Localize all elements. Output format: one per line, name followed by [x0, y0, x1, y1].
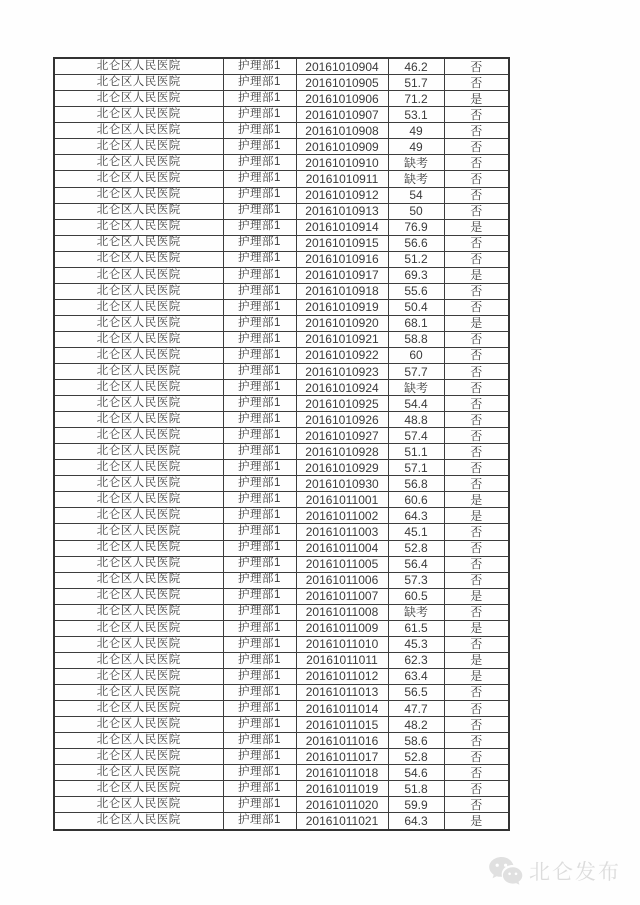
cell-score: 51.1 — [388, 444, 444, 460]
cell-exam-id: 20161010909 — [296, 139, 388, 155]
cell-qualified: 否 — [444, 412, 509, 428]
cell-department: 护理部1 — [223, 572, 296, 588]
cell-exam-id: 20161011019 — [296, 781, 388, 797]
cell-qualified: 否 — [444, 107, 509, 123]
cell-exam-id: 20161011018 — [296, 765, 388, 781]
cell-department: 护理部1 — [223, 765, 296, 781]
cell-exam-id: 20161010915 — [296, 235, 388, 251]
cell-score: 62.3 — [388, 652, 444, 668]
cell-department: 护理部1 — [223, 492, 296, 508]
table-row — [54, 235, 509, 251]
cell-hospital: 北仑区人民医院 — [54, 492, 223, 508]
cell-exam-id: 20161010910 — [296, 155, 388, 171]
table-row — [54, 540, 509, 556]
table-row — [54, 171, 509, 187]
cell-qualified: 否 — [444, 187, 509, 203]
table-row — [54, 765, 509, 781]
cell-department: 护理部1 — [223, 267, 296, 283]
cell-exam-id: 20161010924 — [296, 380, 388, 396]
cell-hospital: 北仑区人民医院 — [54, 604, 223, 620]
cell-hospital: 北仑区人民医院 — [54, 508, 223, 524]
cell-qualified: 否 — [444, 139, 509, 155]
cell-score: 56.8 — [388, 476, 444, 492]
cell-qualified: 否 — [444, 460, 509, 476]
cell-exam-id: 20161011010 — [296, 636, 388, 652]
cell-qualified: 否 — [444, 797, 509, 813]
cell-qualified: 是 — [444, 91, 509, 107]
cell-qualified: 否 — [444, 171, 509, 187]
table-row — [54, 717, 509, 733]
cell-hospital: 北仑区人民医院 — [54, 331, 223, 347]
table-row — [54, 733, 509, 749]
cell-qualified: 否 — [444, 540, 509, 556]
cell-score: 56.5 — [388, 684, 444, 700]
cell-score: 60.6 — [388, 492, 444, 508]
cell-exam-id: 20161011017 — [296, 749, 388, 765]
cell-exam-id: 20161010913 — [296, 203, 388, 219]
cell-hospital: 北仑区人民医院 — [54, 364, 223, 380]
table-row — [54, 283, 509, 299]
cell-exam-id: 20161010912 — [296, 187, 388, 203]
cell-exam-id: 20161010918 — [296, 283, 388, 299]
cell-hospital: 北仑区人民医院 — [54, 813, 223, 830]
table-row — [54, 668, 509, 684]
cell-exam-id: 20161011014 — [296, 701, 388, 717]
table-row — [54, 524, 509, 540]
wechat-icon — [488, 856, 524, 886]
cell-qualified: 否 — [444, 235, 509, 251]
cell-department: 护理部1 — [223, 75, 296, 91]
table-row — [54, 444, 509, 460]
cell-hospital: 北仑区人民医院 — [54, 315, 223, 331]
cell-score: 57.3 — [388, 572, 444, 588]
cell-hospital: 北仑区人民医院 — [54, 283, 223, 299]
cell-score: 51.2 — [388, 251, 444, 267]
cell-department: 护理部1 — [223, 299, 296, 315]
cell-department: 护理部1 — [223, 444, 296, 460]
cell-qualified: 否 — [444, 749, 509, 765]
cell-department: 护理部1 — [223, 460, 296, 476]
cell-score: 55.6 — [388, 283, 444, 299]
cell-department: 护理部1 — [223, 636, 296, 652]
cell-qualified: 否 — [444, 155, 509, 171]
cell-qualified: 否 — [444, 444, 509, 460]
table-row — [54, 396, 509, 412]
cell-hospital: 北仑区人民医院 — [54, 267, 223, 283]
cell-hospital: 北仑区人民医院 — [54, 524, 223, 540]
cell-hospital: 北仑区人民医院 — [54, 396, 223, 412]
table-row — [54, 91, 509, 107]
cell-score: 47.7 — [388, 701, 444, 717]
table-row — [54, 331, 509, 347]
cell-score: 45.3 — [388, 636, 444, 652]
cell-hospital: 北仑区人民医院 — [54, 476, 223, 492]
table-row — [54, 347, 509, 363]
watermark — [488, 856, 621, 886]
cell-qualified: 否 — [444, 396, 509, 412]
cell-department: 护理部1 — [223, 219, 296, 235]
cell-score: 71.2 — [388, 91, 444, 107]
cell-score: 54.4 — [388, 396, 444, 412]
cell-exam-id: 20161010923 — [296, 364, 388, 380]
cell-exam-id: 20161010919 — [296, 299, 388, 315]
cell-qualified: 否 — [444, 283, 509, 299]
cell-exam-id: 20161011021 — [296, 813, 388, 830]
cell-score: 64.3 — [388, 508, 444, 524]
cell-qualified: 否 — [444, 572, 509, 588]
cell-qualified: 否 — [444, 428, 509, 444]
cell-hospital: 北仑区人民医院 — [54, 620, 223, 636]
cell-hospital: 北仑区人民医院 — [54, 235, 223, 251]
cell-department: 护理部1 — [223, 668, 296, 684]
cell-qualified: 是 — [444, 267, 509, 283]
cell-exam-id: 20161010926 — [296, 412, 388, 428]
cell-hospital: 北仑区人民医院 — [54, 765, 223, 781]
cell-department: 护理部1 — [223, 540, 296, 556]
cell-hospital: 北仑区人民医院 — [54, 749, 223, 765]
table-row — [54, 588, 509, 604]
table-row — [54, 187, 509, 203]
table-row — [54, 299, 509, 315]
cell-exam-id: 20161010914 — [296, 219, 388, 235]
cell-score: 缺考 — [388, 380, 444, 396]
cell-department: 护理部1 — [223, 155, 296, 171]
cell-score: 50 — [388, 203, 444, 219]
cell-department: 护理部1 — [223, 620, 296, 636]
cell-qualified: 否 — [444, 251, 509, 267]
cell-qualified: 否 — [444, 765, 509, 781]
cell-hospital: 北仑区人民医院 — [54, 107, 223, 123]
cell-department: 护理部1 — [223, 749, 296, 765]
cell-hospital: 北仑区人民医院 — [54, 187, 223, 203]
cell-score: 缺考 — [388, 155, 444, 171]
cell-hospital: 北仑区人民医院 — [54, 251, 223, 267]
cell-exam-id: 20161011015 — [296, 717, 388, 733]
cell-qualified: 是 — [444, 652, 509, 668]
table-row — [54, 636, 509, 652]
cell-hospital: 北仑区人民医院 — [54, 556, 223, 572]
cell-hospital: 北仑区人民医院 — [54, 717, 223, 733]
cell-score: 58.6 — [388, 733, 444, 749]
cell-exam-id: 20161011011 — [296, 652, 388, 668]
cell-department: 护理部1 — [223, 588, 296, 604]
cell-department: 护理部1 — [223, 781, 296, 797]
cell-score: 缺考 — [388, 604, 444, 620]
table-row — [54, 412, 509, 428]
cell-score: 48.2 — [388, 717, 444, 733]
cell-department: 护理部1 — [223, 251, 296, 267]
cell-score: 61.5 — [388, 620, 444, 636]
cell-hospital: 北仑区人民医院 — [54, 58, 223, 75]
cell-qualified: 否 — [444, 717, 509, 733]
table-row — [54, 604, 509, 620]
cell-qualified: 是 — [444, 219, 509, 235]
table-row — [54, 364, 509, 380]
cell-qualified: 是 — [444, 315, 509, 331]
cell-department: 护理部1 — [223, 315, 296, 331]
table-row — [54, 58, 509, 75]
cell-department: 护理部1 — [223, 701, 296, 717]
cell-department: 护理部1 — [223, 123, 296, 139]
cell-exam-id: 20161011008 — [296, 604, 388, 620]
cell-score: 56.6 — [388, 235, 444, 251]
cell-qualified: 否 — [444, 364, 509, 380]
table-row — [54, 123, 509, 139]
cell-department: 护理部1 — [223, 107, 296, 123]
cell-qualified: 否 — [444, 636, 509, 652]
cell-score: 57.1 — [388, 460, 444, 476]
cell-exam-id: 20161010907 — [296, 107, 388, 123]
cell-department: 护理部1 — [223, 604, 296, 620]
cell-department: 护理部1 — [223, 91, 296, 107]
cell-hospital: 北仑区人民医院 — [54, 701, 223, 717]
cell-department: 护理部1 — [223, 412, 296, 428]
cell-exam-id: 20161010916 — [296, 251, 388, 267]
cell-exam-id: 20161010908 — [296, 123, 388, 139]
table-row — [54, 492, 509, 508]
cell-hospital: 北仑区人民医院 — [54, 91, 223, 107]
cell-hospital: 北仑区人民医院 — [54, 797, 223, 813]
cell-hospital: 北仑区人民医院 — [54, 540, 223, 556]
cell-hospital: 北仑区人民医院 — [54, 684, 223, 700]
cell-exam-id: 20161011009 — [296, 620, 388, 636]
table-row — [54, 556, 509, 572]
cell-qualified: 是 — [444, 620, 509, 636]
cell-department: 护理部1 — [223, 428, 296, 444]
cell-hospital: 北仑区人民医院 — [54, 444, 223, 460]
table-row — [54, 781, 509, 797]
cell-exam-id: 20161010905 — [296, 75, 388, 91]
cell-department: 护理部1 — [223, 58, 296, 75]
table-row — [54, 620, 509, 636]
cell-score: 57.4 — [388, 428, 444, 444]
cell-qualified: 否 — [444, 203, 509, 219]
cell-score: 49 — [388, 123, 444, 139]
cell-department: 护理部1 — [223, 396, 296, 412]
cell-score: 60.5 — [388, 588, 444, 604]
cell-score: 64.3 — [388, 813, 444, 830]
cell-department: 护理部1 — [223, 476, 296, 492]
cell-hospital: 北仑区人民医院 — [54, 588, 223, 604]
cell-department: 护理部1 — [223, 139, 296, 155]
cell-department: 护理部1 — [223, 347, 296, 363]
cell-department: 护理部1 — [223, 813, 296, 830]
cell-department: 护理部1 — [223, 331, 296, 347]
table-row — [54, 315, 509, 331]
cell-qualified: 否 — [444, 604, 509, 620]
cell-qualified: 否 — [444, 299, 509, 315]
cell-department: 护理部1 — [223, 524, 296, 540]
cell-department: 护理部1 — [223, 283, 296, 299]
results-table-body — [54, 58, 509, 830]
cell-department: 护理部1 — [223, 684, 296, 700]
cell-hospital: 北仑区人民医院 — [54, 460, 223, 476]
cell-score: 76.9 — [388, 219, 444, 235]
cell-department: 护理部1 — [223, 733, 296, 749]
cell-hospital: 北仑区人民医院 — [54, 636, 223, 652]
cell-qualified: 否 — [444, 58, 509, 75]
cell-score: 53.1 — [388, 107, 444, 123]
watermark-text: 北仑发布 — [529, 861, 621, 884]
cell-score: 46.2 — [388, 58, 444, 75]
cell-score: 49 — [388, 139, 444, 155]
cell-score: 59.9 — [388, 797, 444, 813]
table-row — [54, 476, 509, 492]
cell-exam-id: 20161011006 — [296, 572, 388, 588]
cell-hospital: 北仑区人民医院 — [54, 203, 223, 219]
table-row — [54, 701, 509, 717]
cell-score: 52.8 — [388, 749, 444, 765]
cell-department: 护理部1 — [223, 171, 296, 187]
table-row — [54, 380, 509, 396]
table-row — [54, 684, 509, 700]
table-row — [54, 155, 509, 171]
cell-exam-id: 20161010920 — [296, 315, 388, 331]
cell-qualified: 否 — [444, 781, 509, 797]
cell-score: 58.8 — [388, 331, 444, 347]
cell-qualified: 是 — [444, 508, 509, 524]
cell-qualified: 否 — [444, 733, 509, 749]
cell-qualified: 否 — [444, 556, 509, 572]
cell-hospital: 北仑区人民医院 — [54, 781, 223, 797]
cell-exam-id: 20161011003 — [296, 524, 388, 540]
cell-department: 护理部1 — [223, 235, 296, 251]
cell-exam-id: 20161010928 — [296, 444, 388, 460]
cell-exam-id: 20161011005 — [296, 556, 388, 572]
cell-score: 54 — [388, 187, 444, 203]
table-row — [54, 652, 509, 668]
cell-qualified: 否 — [444, 701, 509, 717]
cell-score: 57.7 — [388, 364, 444, 380]
table-row — [54, 139, 509, 155]
cell-department: 护理部1 — [223, 556, 296, 572]
cell-qualified: 是 — [444, 492, 509, 508]
cell-score: 48.8 — [388, 412, 444, 428]
table-row — [54, 572, 509, 588]
cell-exam-id: 20161010929 — [296, 460, 388, 476]
cell-hospital: 北仑区人民医院 — [54, 171, 223, 187]
cell-exam-id: 20161011013 — [296, 684, 388, 700]
table-row — [54, 107, 509, 123]
cell-score: 51.8 — [388, 781, 444, 797]
cell-hospital: 北仑区人民医院 — [54, 139, 223, 155]
table-row — [54, 428, 509, 444]
cell-hospital: 北仑区人民医院 — [54, 428, 223, 444]
cell-exam-id: 20161011016 — [296, 733, 388, 749]
cell-exam-id: 20161010921 — [296, 331, 388, 347]
cell-exam-id: 20161010925 — [296, 396, 388, 412]
cell-qualified: 否 — [444, 347, 509, 363]
cell-exam-id: 20161011007 — [296, 588, 388, 604]
cell-qualified: 是 — [444, 668, 509, 684]
cell-exam-id: 20161011012 — [296, 668, 388, 684]
cell-hospital: 北仑区人民医院 — [54, 155, 223, 171]
cell-score: 69.3 — [388, 267, 444, 283]
table-row — [54, 797, 509, 813]
cell-score: 52.8 — [388, 540, 444, 556]
cell-exam-id: 20161011004 — [296, 540, 388, 556]
cell-score: 缺考 — [388, 171, 444, 187]
cell-qualified: 否 — [444, 331, 509, 347]
cell-hospital: 北仑区人民医院 — [54, 733, 223, 749]
cell-qualified: 否 — [444, 75, 509, 91]
cell-qualified: 是 — [444, 813, 509, 830]
cell-department: 护理部1 — [223, 717, 296, 733]
cell-department: 护理部1 — [223, 380, 296, 396]
table-row — [54, 813, 509, 830]
cell-score: 56.4 — [388, 556, 444, 572]
table-row — [54, 749, 509, 765]
cell-exam-id: 20161010906 — [296, 91, 388, 107]
table-row — [54, 460, 509, 476]
cell-hospital: 北仑区人民医院 — [54, 652, 223, 668]
cell-department: 护理部1 — [223, 652, 296, 668]
cell-qualified: 是 — [444, 588, 509, 604]
cell-hospital: 北仑区人民医院 — [54, 572, 223, 588]
results-table — [53, 57, 510, 831]
cell-hospital: 北仑区人民医院 — [54, 347, 223, 363]
cell-exam-id: 20161011020 — [296, 797, 388, 813]
cell-score: 45.1 — [388, 524, 444, 540]
cell-qualified: 否 — [444, 380, 509, 396]
cell-qualified: 否 — [444, 524, 509, 540]
cell-hospital: 北仑区人民医院 — [54, 75, 223, 91]
cell-hospital: 北仑区人民医院 — [54, 412, 223, 428]
table-row — [54, 267, 509, 283]
cell-department: 护理部1 — [223, 364, 296, 380]
table-row — [54, 203, 509, 219]
cell-score: 54.6 — [388, 765, 444, 781]
cell-exam-id: 20161010927 — [296, 428, 388, 444]
cell-qualified: 否 — [444, 123, 509, 139]
cell-exam-id: 20161010922 — [296, 347, 388, 363]
cell-exam-id: 20161010917 — [296, 267, 388, 283]
table-row — [54, 219, 509, 235]
cell-department: 护理部1 — [223, 797, 296, 813]
cell-department: 护理部1 — [223, 508, 296, 524]
table-row — [54, 251, 509, 267]
cell-hospital: 北仑区人民医院 — [54, 380, 223, 396]
cell-score: 60 — [388, 347, 444, 363]
cell-hospital: 北仑区人民医院 — [54, 123, 223, 139]
cell-hospital: 北仑区人民医院 — [54, 219, 223, 235]
cell-score: 51.7 — [388, 75, 444, 91]
cell-hospital: 北仑区人民医院 — [54, 668, 223, 684]
cell-score: 63.4 — [388, 668, 444, 684]
cell-exam-id: 20161010904 — [296, 58, 388, 75]
cell-exam-id: 20161010911 — [296, 171, 388, 187]
cell-department: 护理部1 — [223, 203, 296, 219]
cell-score: 68.1 — [388, 315, 444, 331]
cell-hospital: 北仑区人民医院 — [54, 299, 223, 315]
cell-exam-id: 20161011001 — [296, 492, 388, 508]
cell-department: 护理部1 — [223, 187, 296, 203]
table-row — [54, 75, 509, 91]
cell-qualified: 否 — [444, 476, 509, 492]
cell-score: 50.4 — [388, 299, 444, 315]
cell-exam-id: 20161010930 — [296, 476, 388, 492]
table-row — [54, 508, 509, 524]
cell-exam-id: 20161011002 — [296, 508, 388, 524]
cell-qualified: 否 — [444, 684, 509, 700]
